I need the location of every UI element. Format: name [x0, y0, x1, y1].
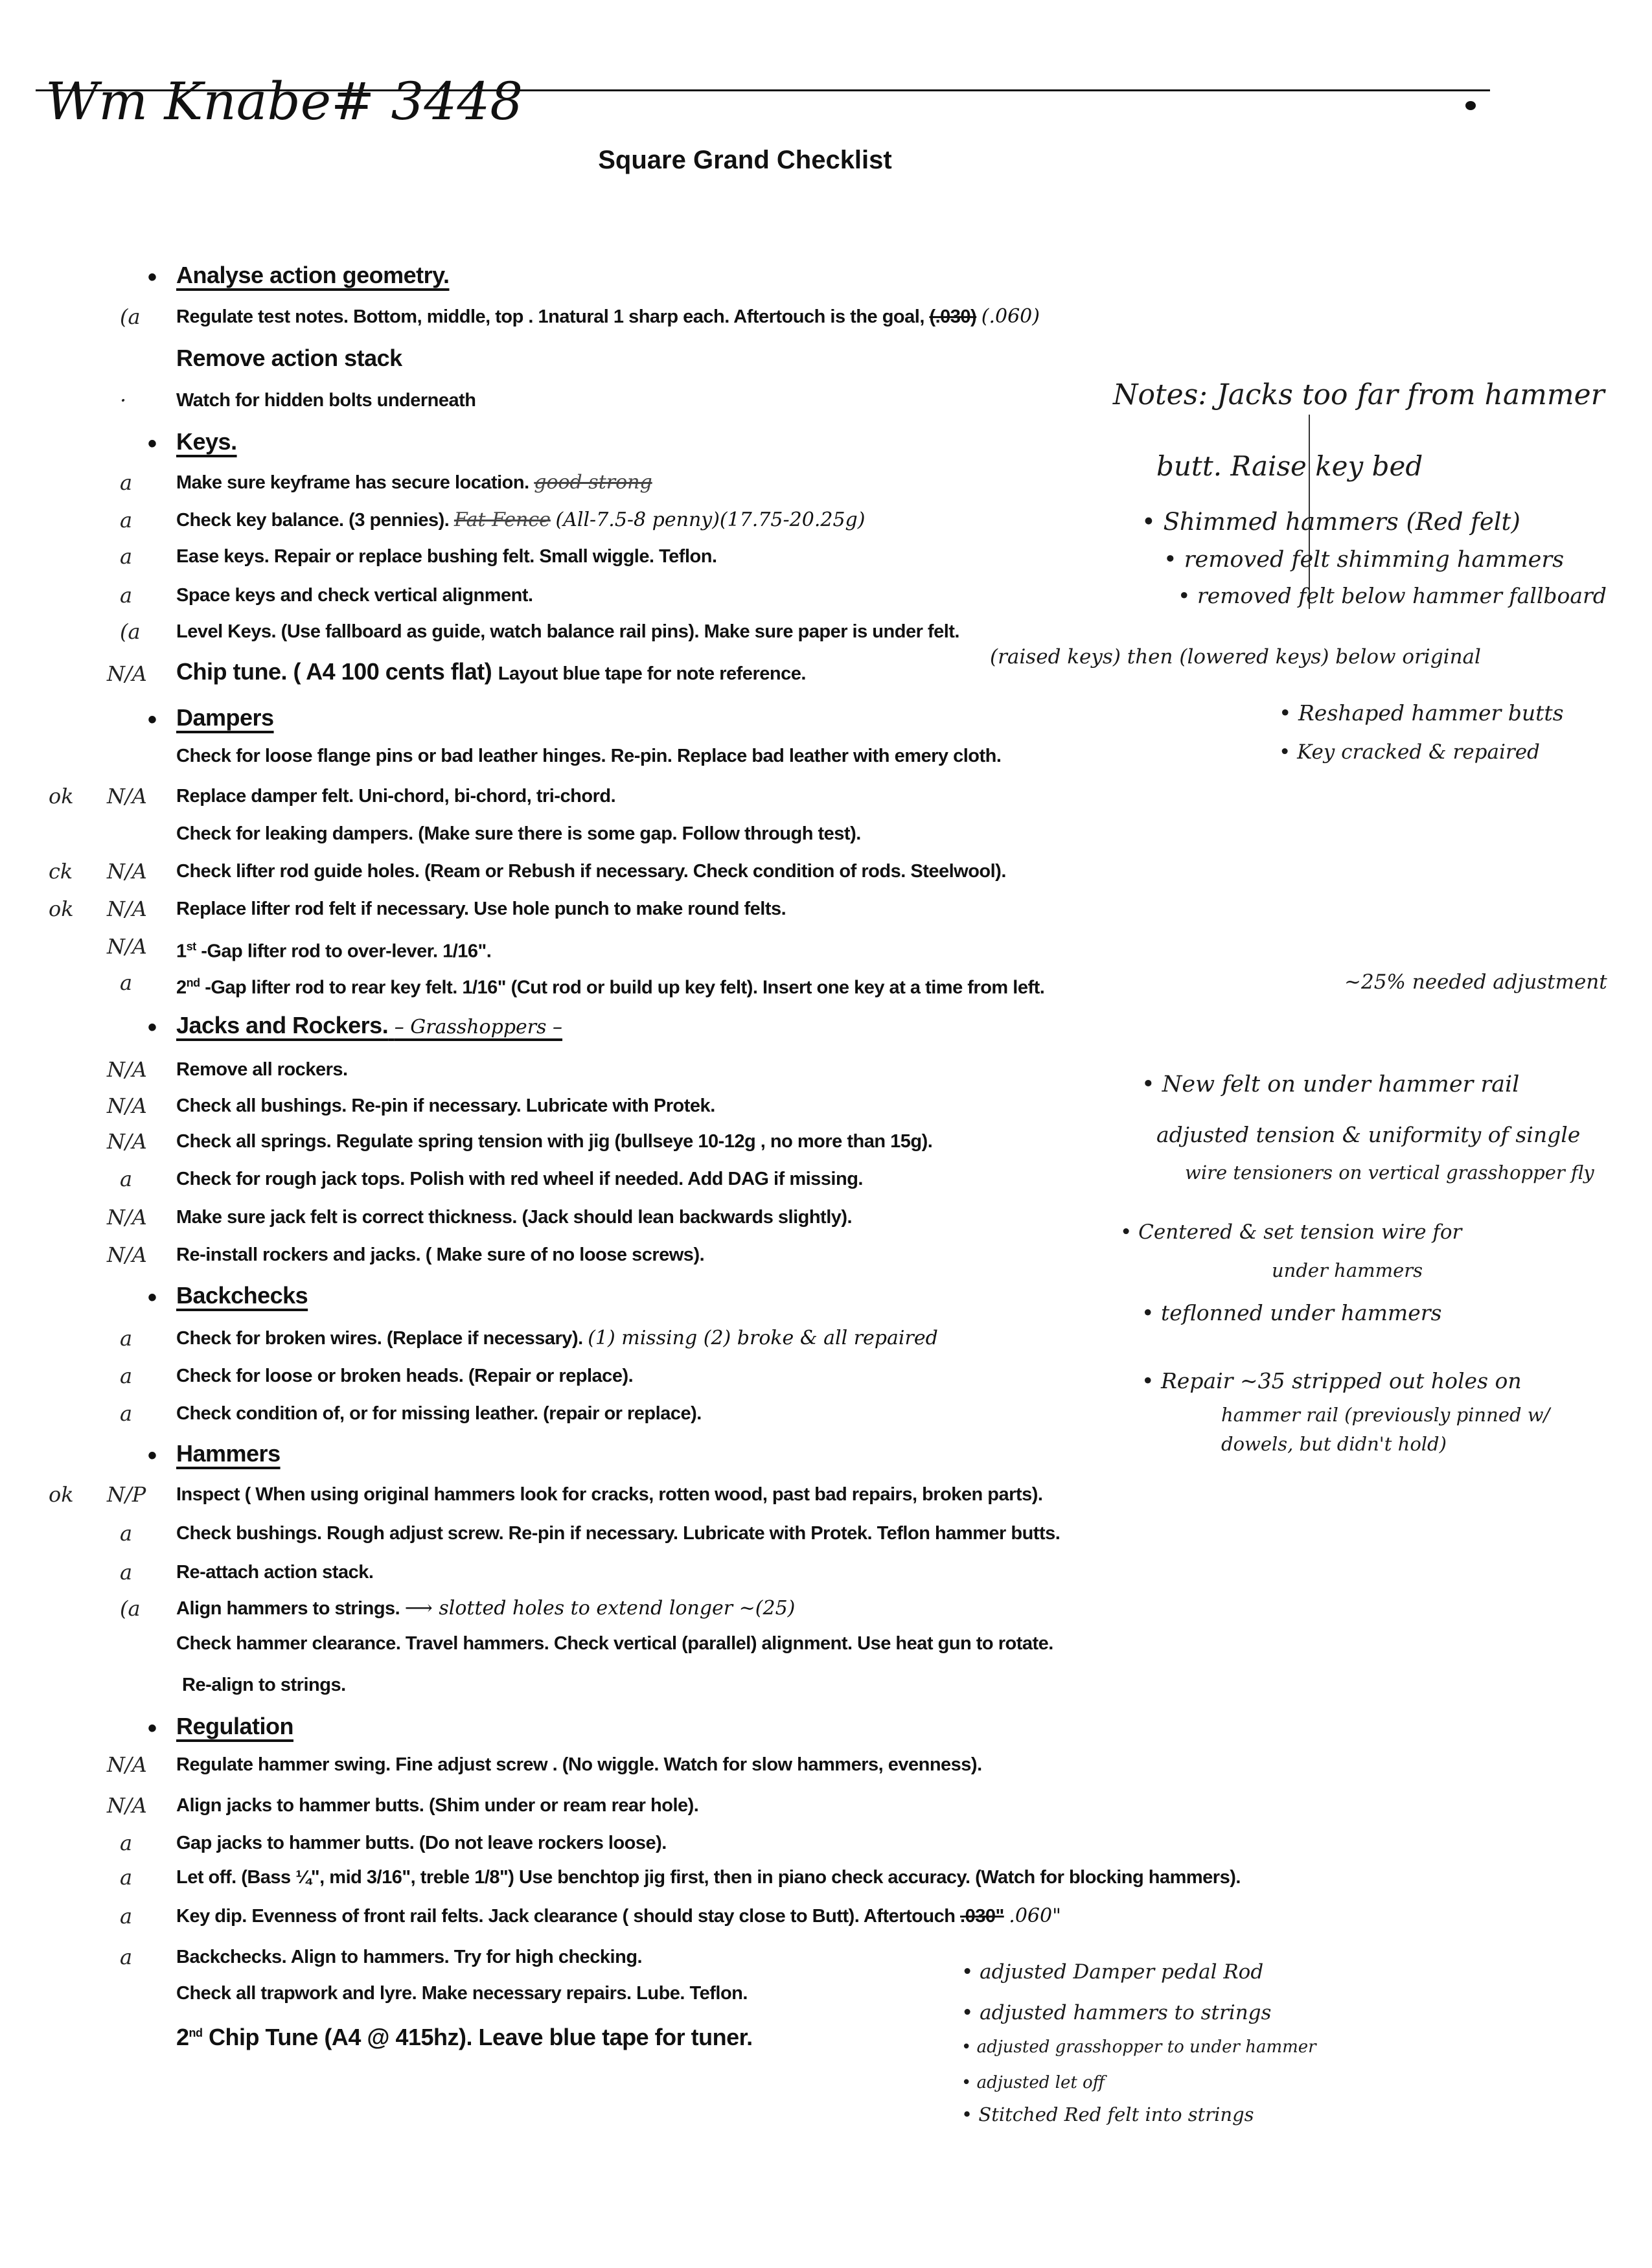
check-mark: N/A — [107, 1793, 147, 1818]
check-mark: a — [120, 583, 133, 608]
handwritten-note: ~25% needed adjustment — [1344, 970, 1607, 994]
checklist-item — [176, 344, 402, 372]
check-mark: a — [120, 1401, 133, 1426]
status-note: ok — [49, 784, 74, 808]
handwritten-note: • adjusted hammers to strings — [961, 2001, 1272, 2024]
check-mark: N/A — [107, 1094, 147, 1118]
checklist-item — [176, 1127, 932, 1156]
section-bullet-icon: • — [148, 1283, 157, 1312]
handwritten-note: • Shimmed hammers (Red felt) — [1141, 508, 1520, 536]
checklist-item — [176, 968, 1044, 1002]
section-bullet-icon: • — [148, 705, 157, 734]
item-text: Level Keys. (Use fallboard as guide, watch balance rail pins). Make sure paper is under felt. — [176, 621, 959, 642]
handwritten-annotation: .060" — [1009, 1905, 1061, 1927]
handwritten-annotation: ⟶ slotted holes to extend longer ~(25) — [404, 1597, 796, 1620]
checklist-item — [176, 1979, 748, 2008]
checklist-item — [176, 1399, 702, 1428]
status-note: ok — [49, 897, 74, 921]
handwritten-note: • New felt on under hammer rail — [1141, 1071, 1520, 1097]
section-bullet-icon: • — [148, 1013, 157, 1042]
checklist-item — [182, 1671, 346, 1699]
item-text: Check condition of, or for missing leather. (repair or replace). — [176, 1403, 702, 1424]
item-text: Regulation — [176, 1713, 293, 1739]
item-text: -Gap lifter rod to rear key felt. 1/16" (Cut rod or build up key felt). Insert one key at a time from left. — [200, 977, 1045, 998]
section-heading — [176, 1712, 293, 1741]
ordinal-suffix: nd — [186, 976, 200, 989]
checklist-item — [176, 1324, 938, 1353]
item-text: Let off. (Bass ¼", mid 3/16", treble 1/8") Use benchtop jig first, then in piano check accuracy. (Watch for blocking hammers). — [176, 1867, 1241, 1888]
checklist-item — [176, 542, 717, 571]
item-text: Gap jacks to hammer butts. (Do not leave rockers loose). — [176, 1833, 667, 1853]
checklist-item — [176, 1241, 704, 1269]
handwritten-note: • teflonned under hammers — [1141, 1300, 1442, 1325]
check-mark: a — [120, 1904, 133, 1929]
struck-text: .030" — [960, 1906, 1004, 1927]
item-text: Backchecks. Align to hammers. Try for high checking. — [176, 1947, 643, 1967]
check-mark: N/A — [107, 1129, 147, 1154]
item-text: Re-install rockers and jacks. ( Make sure of no loose screws). — [176, 1244, 705, 1265]
section-bullet-icon: • — [148, 1714, 157, 1743]
checklist-item — [176, 1362, 633, 1390]
section-heading — [176, 428, 237, 456]
check-mark: a — [120, 1364, 133, 1388]
item-text: Check for loose or broken heads. (Repair or replace). — [176, 1366, 634, 1386]
check-mark: a — [120, 1831, 133, 1855]
item-text: Check key balance. (3 pennies). — [176, 510, 450, 531]
section-bullet-icon: • — [148, 263, 157, 292]
handwritten-note: hammer rail (previously pinned w/ — [1221, 1404, 1550, 1426]
item-text: Re-align to strings. — [182, 1675, 346, 1695]
item-text: Dampers — [176, 704, 274, 731]
handwritten-note: • Stitched Red felt into strings — [961, 2103, 1254, 2125]
item-text: Replace damper felt. Uni-chord, bi-chord, tri-chord. — [176, 786, 616, 807]
item-text: Backchecks — [176, 1282, 308, 1309]
handwritten-annotation: (All-7.5-8 penny)(17.75-20.25g) — [555, 509, 866, 531]
item-text: Analyse action geometry. — [176, 262, 450, 288]
handwritten-note: • removed felt shimming hammers — [1164, 547, 1565, 573]
item-text: Space keys and check vertical alignment. — [176, 585, 533, 606]
check-mark: a — [120, 1865, 133, 1890]
handwritten-note: dowels, but didn't hold) — [1221, 1433, 1447, 1455]
checklist-item — [176, 1791, 698, 1820]
ordinal-suffix: st — [186, 940, 196, 953]
ordinal-suffix: nd — [189, 2026, 203, 2039]
checklist-item — [176, 386, 476, 415]
handwritten-note: • adjusted grasshopper to under hammer — [961, 2037, 1316, 2057]
item-text: Check for leaking dampers. (Make sure there is some gap. Follow through test). — [176, 823, 861, 844]
item-text: Check for broken wires. (Replace if necessary). — [176, 1328, 583, 1349]
item-text: Make sure jack felt is correct thickness. (Jack should lean backwards slightly). — [176, 1207, 853, 1228]
check-mark: N/A — [107, 784, 147, 808]
checklist-item — [176, 1863, 1241, 1892]
checklist-item — [176, 1558, 373, 1586]
check-mark: a — [120, 1945, 133, 1969]
handwritten-note: butt. Raise key bed — [1156, 450, 1423, 482]
handwritten-note: • adjusted let off — [961, 2073, 1105, 2092]
handwritten-note: • removed felt below hammer fallboard — [1178, 583, 1607, 608]
item-text: Regulate test notes. Bottom, middle, top . 1natural 1 sharp each. Aftertouch is the goal, — [176, 306, 930, 327]
check-mark: N/A — [107, 1752, 147, 1777]
checklist-item — [176, 1480, 1042, 1509]
handwritten-note: • Repair ~35 stripped out holes on — [1141, 1368, 1522, 1393]
item-text: Chip tune. ( A4 100 cents flat) — [176, 658, 492, 685]
checklist-item — [176, 1519, 1060, 1548]
check-mark: (a — [120, 1596, 141, 1621]
handwritten-note: adjusted tension & uniformity of single — [1156, 1122, 1581, 1147]
handwritten-note: • Centered & set tension wire for — [1120, 1220, 1462, 1244]
item-text: Check bushings. Rough adjust screw. Re-pin if necessary. Lubricate with Protek. Teflon hammer butts. — [176, 1523, 1061, 1544]
handwritten-annotation: (.060) — [981, 305, 1040, 328]
check-mark: a — [120, 508, 133, 533]
ordinal-number: 2 — [176, 2024, 189, 2050]
item-text: Align jacks to hammer butts. (Shim under or ream rear hole). — [176, 1795, 699, 1816]
item-text: Re-attach action stack. — [176, 1562, 374, 1583]
item-text: Align hammers to strings. — [176, 1598, 400, 1619]
item-text: Check all trapwork and lyre. Make necessary repairs. Lube. Teflon. — [176, 1983, 748, 2004]
item-text: Replace lifter rod felt if necessary. Use hole punch to make round felts. — [176, 899, 786, 919]
handwritten-title: Wm Knabe# 3448 — [45, 71, 523, 132]
item-text: Make sure keyframe has secure location. — [176, 472, 529, 493]
section-bullet-icon: • — [148, 430, 157, 458]
section-bullet-icon: • — [148, 1441, 157, 1470]
item-text: Jacks and Rockers. — [176, 1012, 389, 1038]
checklist-item — [176, 857, 1006, 886]
item-text: Remove action stack — [176, 345, 402, 371]
check-mark: a — [120, 1326, 133, 1351]
checklist-item — [176, 1902, 1061, 1930]
section-heading — [176, 1439, 281, 1468]
struck-text: good strong — [534, 471, 652, 494]
item-text: Remove all rockers. — [176, 1059, 348, 1080]
section-heading — [176, 704, 274, 732]
struck-text: (.030) — [929, 306, 977, 327]
check-mark: (a — [120, 304, 141, 329]
checklist-item — [176, 468, 652, 497]
ordinal-number: 1 — [176, 941, 187, 962]
item-text: Check all bushings. Re-pin if necessary. Lubricate with Protek. — [176, 1095, 715, 1116]
item-text: Chip Tune (A4 @ 415hz). Leave blue tape for tuner. — [202, 2024, 753, 2050]
item-text: Inspect ( When using original hammers look for cracks, rotten wood, past bad repairs, broken parts). — [176, 1484, 1043, 1505]
check-mark: N/A — [107, 1205, 147, 1230]
section-heading — [176, 1281, 308, 1310]
handwritten-note: • Reshaped hammer butts — [1279, 700, 1564, 726]
check-mark: a — [120, 1560, 133, 1585]
checklist-item — [176, 506, 865, 534]
item-text: Ease keys. Repair or replace bushing felt. Small wiggle. Teflon. — [176, 546, 717, 567]
check-mark: N/A — [107, 897, 147, 921]
checklist-item — [176, 617, 959, 646]
ordinal-number: 2 — [176, 977, 187, 998]
check-mark: N/A — [107, 934, 147, 959]
checklist-item — [176, 303, 1040, 331]
item-text: Watch for hidden bolts underneath — [176, 390, 476, 411]
check-mark: N/A — [107, 1057, 147, 1082]
checklist-item — [176, 1594, 795, 1623]
check-mark: N/A — [107, 661, 147, 686]
check-mark: a — [120, 970, 133, 995]
handwritten-note: • adjusted Damper pedal Rod — [961, 1960, 1264, 1984]
checklist-item — [176, 1092, 715, 1120]
handwritten-note: under hammers — [1272, 1259, 1423, 1281]
checklist-item — [176, 1829, 667, 1857]
status-note: ck — [49, 859, 73, 884]
checklist-item — [176, 932, 491, 966]
checklist-item — [176, 1943, 642, 1971]
check-mark: a — [120, 544, 133, 569]
check-mark: a — [120, 470, 133, 495]
checklist-item — [176, 742, 1001, 770]
item-text: -Gap lifter rod to over-lever. 1/16". — [196, 941, 492, 962]
section-heading — [176, 1011, 562, 1042]
section-heading — [176, 261, 449, 290]
item-text: Key dip. Evenness of front rail felts. Jack clearance ( should stay close to Butt). Aftertouch — [176, 1906, 961, 1927]
ink-dot — [1465, 101, 1476, 110]
item-text: Keys. — [176, 428, 237, 455]
status-note: ok — [49, 1482, 74, 1507]
checklist-item — [176, 1055, 348, 1084]
handwritten-note: Notes: Jacks too far from hammer — [1113, 378, 1605, 411]
item-text: Check all springs. Regulate spring tension with jig (bullseye 10-12g , no more than 15g). — [176, 1131, 933, 1152]
check-mark: N/A — [107, 1243, 147, 1267]
check-mark: a — [120, 1167, 133, 1191]
item-text: Check for loose flange pins or bad leather hinges. Re-pin. Replace bad leather with emery cloth. — [176, 746, 1002, 766]
document-title: Square Grand Checklist — [598, 146, 892, 174]
check-mark: a — [120, 1521, 133, 1546]
item-text: Check hammer clearance. Travel hammers. Check vertical (parallel) alignment. Use heat gun to rotate. — [176, 1633, 1053, 1654]
item-text: Regulate hammer swing. Fine adjust screw . (No wiggle. Watch for slow hammers, evenness). — [176, 1754, 982, 1775]
checklist-item — [176, 1165, 863, 1193]
checklist-item — [176, 2019, 753, 2052]
checklist-item — [176, 581, 533, 610]
checklist-item — [176, 819, 861, 848]
check-mark: N/A — [107, 859, 147, 884]
handwritten-annotation: – Grasshoppers – — [394, 1016, 563, 1038]
handwritten-note: wire tensioners on vertical grasshopper fly — [1185, 1162, 1594, 1184]
handwritten-annotation: (1) missing (2) broke & all repaired — [588, 1327, 938, 1349]
item-text: Check lifter rod guide holes. (Ream or Rebush if necessary. Check condition of rods. Steelwool). — [176, 861, 1006, 882]
struck-text: Fat Fence — [453, 509, 551, 531]
item-text: Check for rough jack tops. Polish with red wheel if needed. Add DAG if missing. — [176, 1169, 863, 1189]
checklist-item — [176, 1203, 852, 1231]
checklist-item — [176, 782, 615, 810]
checklist-item — [176, 1750, 982, 1779]
handwritten-note: (raised keys) then (lowered keys) below original — [990, 645, 1481, 669]
item-subtext: Layout blue tape for note reference. — [498, 663, 806, 684]
checklist-item — [176, 1629, 1053, 1658]
checklist-item — [176, 658, 806, 688]
check-mark: · — [120, 388, 127, 413]
check-mark: (a — [120, 619, 141, 644]
checklist-item — [176, 895, 786, 923]
check-mark: N/P — [107, 1482, 146, 1507]
item-text: Hammers — [176, 1440, 281, 1467]
handwritten-note: • Key cracked & repaired — [1279, 740, 1540, 764]
